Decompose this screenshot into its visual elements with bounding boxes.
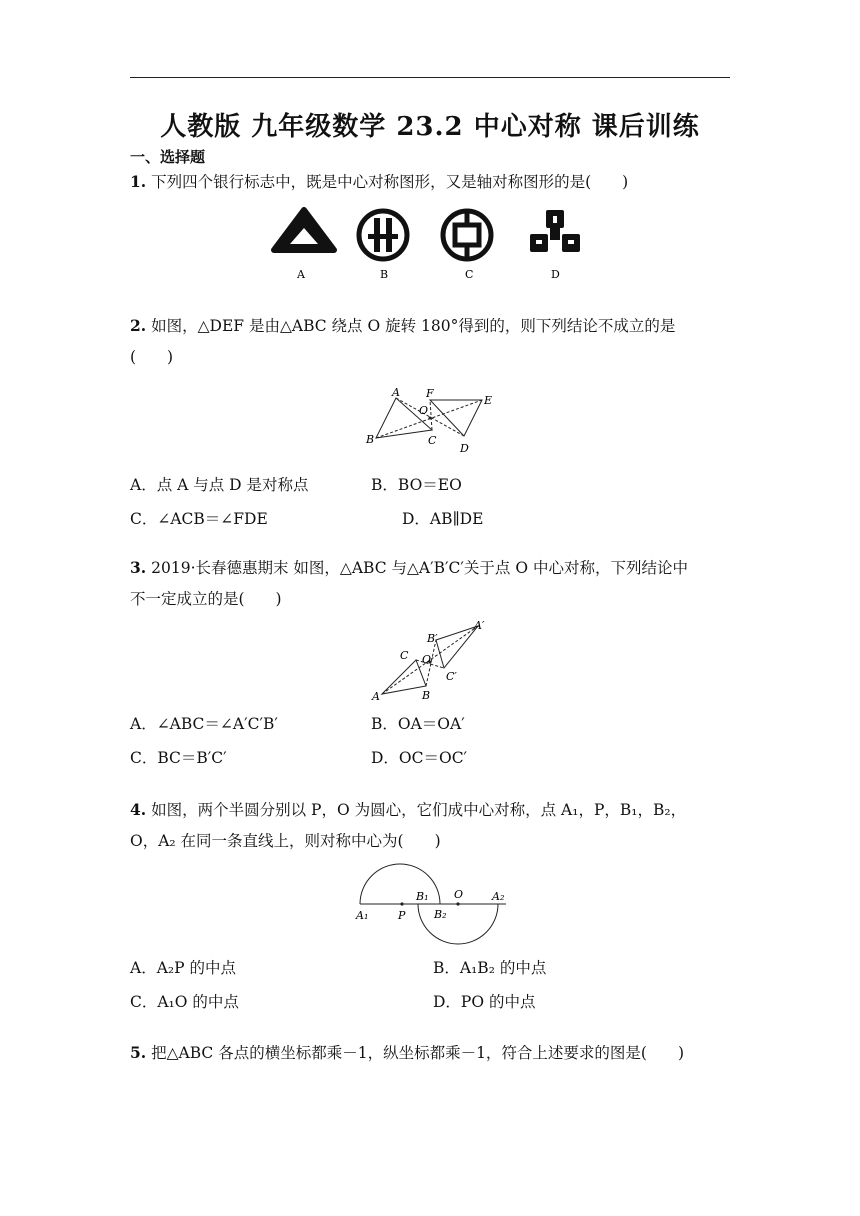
label-b: B xyxy=(422,689,431,702)
q2-option-a[interactable]: A．点 A 与点 D 是对称点 xyxy=(130,476,309,494)
logo-a-icon xyxy=(274,210,334,250)
logo-c-icon xyxy=(443,211,491,259)
question-number: 2. xyxy=(130,316,147,335)
label-e: E xyxy=(484,394,493,407)
label-f: F xyxy=(426,387,434,400)
label-a-prime: A′ xyxy=(474,619,485,632)
central-symmetry-figure xyxy=(368,618,498,704)
section-heading: 一、选择题 xyxy=(130,148,206,166)
header-rule xyxy=(130,77,730,78)
label-b-prime: B′ xyxy=(427,632,438,645)
bank-logos-figure xyxy=(270,204,600,286)
question-text-line1: 如图，两个半圆分别以 P，O 为圆心，它们成中心对称，点 A₁，P，B₁，B₂， xyxy=(151,801,687,819)
label-b2: B₂ xyxy=(434,908,447,921)
q2-option-d[interactable]: D．AB∥DE xyxy=(402,510,484,528)
label-o: O xyxy=(454,888,464,901)
rotation-figure xyxy=(362,384,502,460)
question-number: 5. xyxy=(130,1043,147,1062)
label-b1: B₁ xyxy=(416,890,429,903)
label-a1: A₁ xyxy=(356,909,369,922)
question-4 xyxy=(130,794,730,857)
question-1 xyxy=(130,166,730,198)
question-text-line2: 不一定成立的是( ) xyxy=(130,590,282,608)
question-text-line1: 如图，△DEF 是由△ABC 绕点 O 旋转 180°得到的，则下列结论不成立的是 xyxy=(151,317,676,335)
label-a: A xyxy=(392,386,400,399)
question-number: 1. xyxy=(130,172,147,191)
q3-option-c[interactable]: C．BC＝B′C′ xyxy=(130,749,227,767)
label-d: D xyxy=(460,442,469,455)
label-a: A xyxy=(372,690,380,703)
logo-b-icon xyxy=(359,211,407,259)
question-number: 3. xyxy=(130,558,147,577)
label-a2: A₂ xyxy=(492,890,505,903)
q3-option-b[interactable]: B．OA＝OA′ xyxy=(371,715,465,733)
q3-option-d[interactable]: D．OC＝OC′ xyxy=(371,749,468,767)
q2-option-b[interactable]: B．BO＝EO xyxy=(371,476,462,494)
logo-d-icon xyxy=(530,210,580,252)
q4-option-b[interactable]: B．A₁B₂ 的中点 xyxy=(433,959,547,977)
label-o: O xyxy=(419,404,429,417)
q4-option-d[interactable]: D．PO 的中点 xyxy=(433,993,536,1011)
label-c: C xyxy=(400,649,409,662)
question-text: 把△ABC 各点的横坐标都乘－1，纵坐标都乘－1，符合上述要求的图是( ) xyxy=(151,1044,685,1062)
question-number: 4. xyxy=(130,800,147,819)
logo-label-b: B xyxy=(380,268,389,281)
page-title: 人教版 九年级数学 23.2 中心对称 课后训练 xyxy=(160,112,700,142)
question-text-line1: 2019·长春德惠期末 如图，△ABC 与△A′B′C′关于点 O 中心对称，下列结论中 xyxy=(151,559,688,577)
q4-option-c[interactable]: C．A₁O 的中点 xyxy=(130,993,239,1011)
question-text-line2: O，A₂ 在同一条直线上，则对称中心为( ) xyxy=(130,832,441,850)
semicircles-figure xyxy=(350,862,520,948)
label-c: C xyxy=(428,434,437,447)
label-o: O xyxy=(422,653,432,666)
question-text-line2: ( ) xyxy=(130,348,174,366)
question-3 xyxy=(130,552,730,615)
q3-option-a[interactable]: A．∠ABC＝∠A′C′B′ xyxy=(130,715,278,733)
question-5 xyxy=(130,1037,730,1069)
question-text: 下列四个银行标志中，既是中心对称图形，又是轴对称图形的是( ) xyxy=(151,173,629,191)
label-c-prime: C′ xyxy=(446,670,457,683)
label-p: P xyxy=(398,909,406,922)
question-2 xyxy=(130,310,730,373)
q2-option-c[interactable]: C．∠ACB＝∠FDE xyxy=(130,510,268,528)
q4-option-a[interactable]: A．A₂P 的中点 xyxy=(130,959,236,977)
label-b: B xyxy=(366,433,375,446)
logo-label-c: C xyxy=(465,268,474,281)
logo-label-a: A xyxy=(297,268,305,281)
logo-label-d: D xyxy=(551,268,560,281)
